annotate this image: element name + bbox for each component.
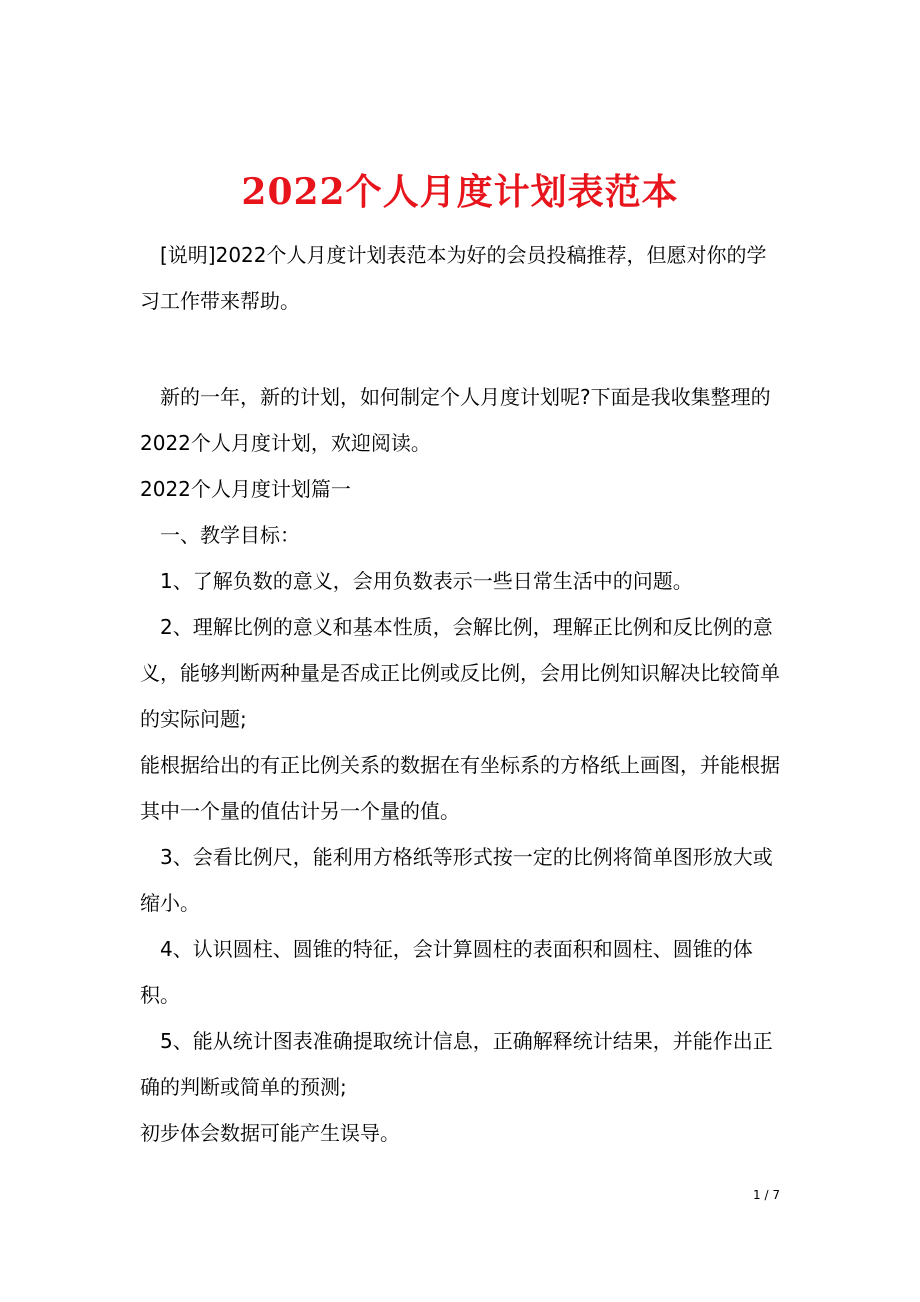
page-number: 1 / 7 — [753, 1188, 780, 1202]
subsection-heading: 一、教学目标： — [160, 523, 300, 547]
intro-note-paragraph: [说明]2022个人月度计划表范本为好的会员投稿推荐，但愿对你的学习工作带来帮助。 — [140, 243, 767, 313]
goal-item-1: 1、了解负数的意义，会用负数表示一些日常生活中的问题。 — [160, 569, 693, 593]
goal-item-2-continuation: 能根据给出的有正比例关系的数据在有坐标系的方格纸上画图，并能根据其中一个量的值估计另一个量的值。 — [140, 753, 780, 823]
intro-paragraph: 新的一年，新的计划，如何制定个人月度计划呢?下面是我收集整理的2022个人月度计划，欢迎阅读。 — [140, 385, 771, 455]
document-body — [140, 232, 780, 1156]
goal-item-2: 2、理解比例的意义和基本性质，会解比例，理解正比例和反比例的意义，能够判断两种量是否成正比例或反比例，会用比例知识解决比较简单的实际问题; — [140, 615, 780, 731]
goal-item-5-continuation: 初步体会数据可能产生误导。 — [140, 1121, 400, 1145]
goal-item-5: 5、能从统计图表准确提取统计信息，正确解释统计结果，并能作出正确的判断或简单的预测; — [140, 1029, 773, 1099]
document-title: 2022个人月度计划表范本 — [241, 171, 679, 214]
section-heading: 2022个人月度计划篇一 — [140, 477, 351, 501]
goal-item-3: 3、会看比例尺，能利用方格纸等形式按一定的比例将简单图形放大或缩小。 — [140, 845, 773, 915]
goal-item-4: 4、认识圆柱、圆锥的特征，会计算圆柱的表面积和圆柱、圆锥的体积。 — [140, 937, 753, 1007]
